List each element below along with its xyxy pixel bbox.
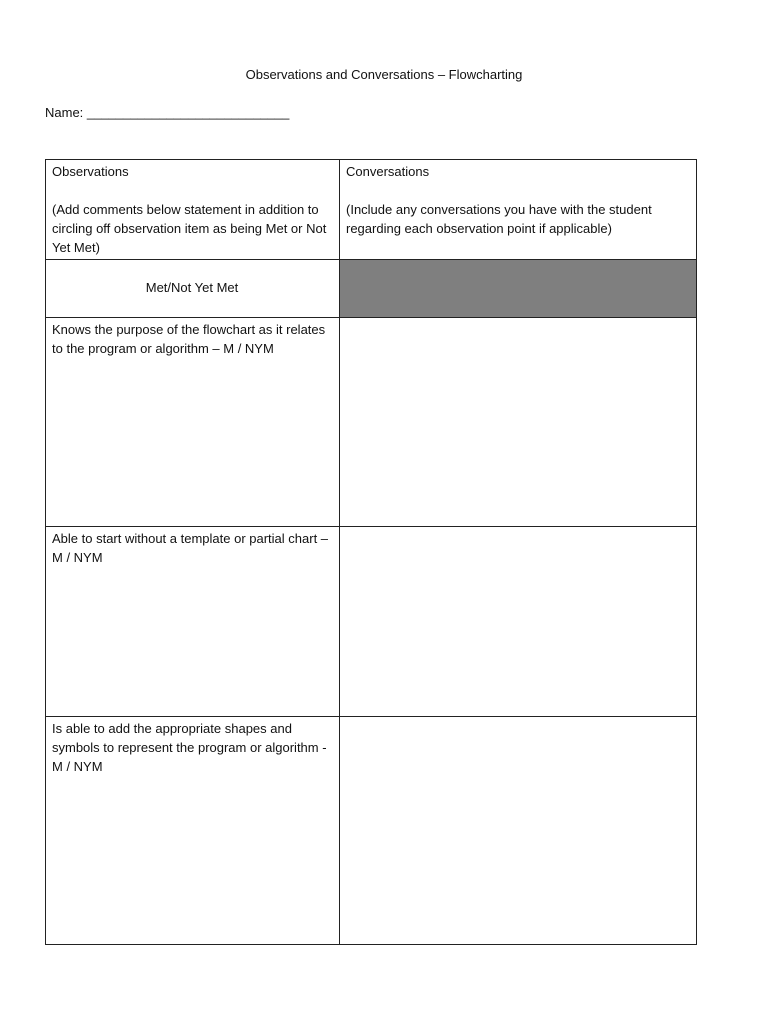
conversations-header-title: Conversations [346,164,430,179]
observation-item: Is able to add the appropriate shapes and symbols to represent the program or algorithm - M / NYM [46,717,340,945]
conversations-header-note: (Include any conversations you have with the student regarding each observation point if applicable) [346,202,652,236]
met-status-row [46,260,697,318]
observation-item: Able to start without a template or partial chart – M / NYM [46,527,340,717]
header-spacer [52,181,332,200]
table-row [46,527,697,717]
conversations-header-cell [340,160,697,260]
met-status-label: Met/Not Yet Met [46,260,340,318]
observations-header-title: Observations [52,164,129,179]
name-field-label: Name: ____________________________ [45,105,290,120]
conversation-notes-cell[interactable] [340,318,697,527]
table-row [46,318,697,527]
observations-header-cell [46,160,340,260]
observations-table [45,159,697,945]
table-header-row [46,160,697,260]
document-title: Observations and Conversations – Flowcharting [245,67,523,82]
header-spacer [346,181,689,200]
shaded-cell [340,260,697,318]
observations-header-note: (Add comments below statement in addition to circling off observation item as being Met or Not Yet Met) [52,202,327,255]
conversation-notes-cell[interactable] [340,717,697,945]
table-row [46,717,697,945]
observation-item: Knows the purpose of the flowchart as it relates to the program or algorithm – M / NYM [46,318,340,527]
conversation-notes-cell[interactable] [340,527,697,717]
